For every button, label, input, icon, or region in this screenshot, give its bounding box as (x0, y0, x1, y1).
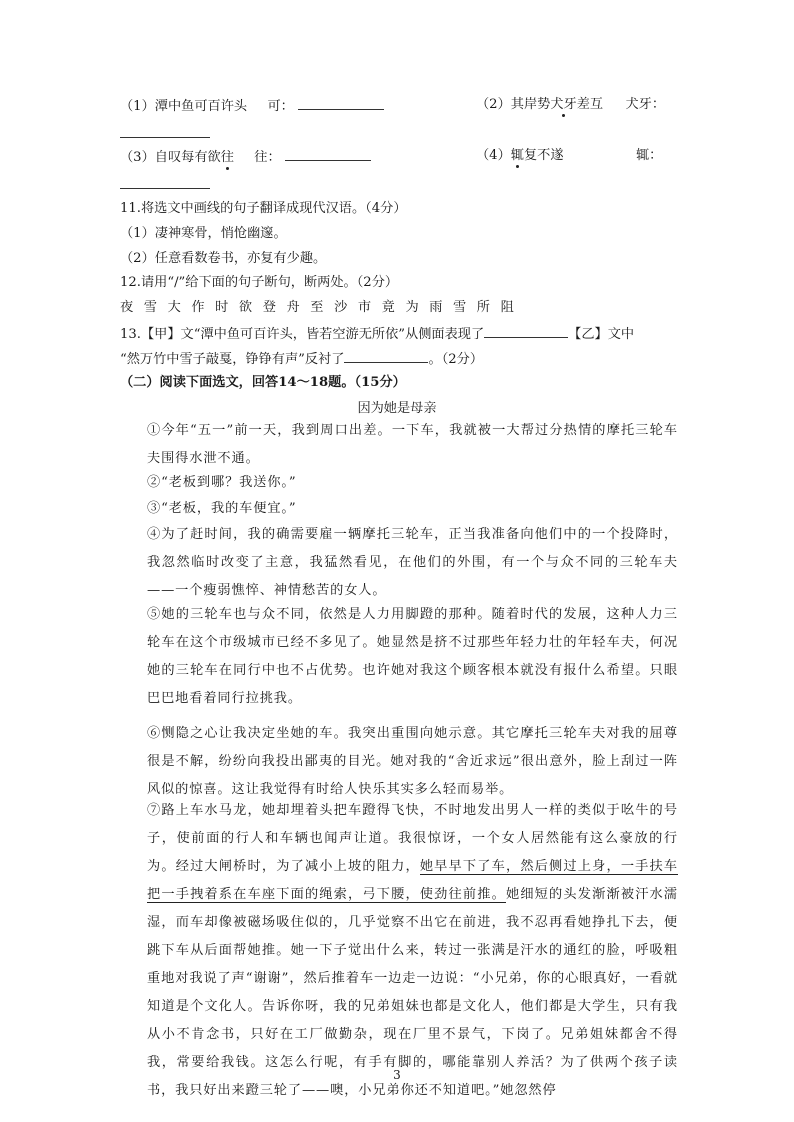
paragraph-2-text: ②“老板到哪？我送你。” (147, 475, 297, 490)
q10-item-1 (120, 95, 384, 117)
paragraph-1 (120, 417, 678, 473)
paragraph-7-part-a: ⑦路上车水马龙，她却埋着头把车蹬得飞快，不时地发出男人一样的类似于吆牛的号子，使前面的行人和车辆也闻声让道。我很惊讶，一个女人居然能有这么豪放的行为。经过大闸桥时，为了减小上坡的阻力， (147, 803, 678, 874)
answer-blank[interactable] (285, 146, 371, 161)
answer-blank-continued[interactable] (120, 188, 210, 189)
q13-line-1-text: 13.【甲】文“潭中鱼可百许头，皆若空游无所依”从侧面表现了 (120, 327, 485, 342)
paragraph-5 (120, 601, 678, 713)
q10-item-1-text: （1）潭中鱼可百许头 (120, 99, 248, 114)
q10-item-4-key: 辄： (636, 148, 663, 163)
q10-item-3-key: 往： (254, 150, 281, 165)
q13-line-2-tail: 。（2分） (428, 352, 484, 367)
q10-item-2-dotted-word: 犬牙 (550, 97, 577, 112)
q13-line-1-tail: 【乙】文中 (568, 327, 635, 342)
q10-item-2 (476, 95, 665, 115)
q10-item-4-pre: （4） (476, 148, 511, 163)
q12-sentence: 夜雪大作时欲登舟至沙市竟为雨雪所阻 (120, 300, 525, 315)
answer-blank[interactable] (298, 95, 384, 110)
answer-blank[interactable] (484, 323, 568, 338)
q10-item-2-pre: （2）其岸势 (476, 97, 551, 112)
q12-stem: 12.请用“/”给下面的句子断句，断两处。（2分） (120, 275, 399, 290)
q10-item-4-dotted-word: 辄 (510, 148, 524, 163)
paragraph-1-text: ①今年“五一”前一天，我到周口出差。一下车，我就被一大帮过分热情的摩托三轮车夫围得水泄不通。 (147, 423, 678, 466)
q10-item-2-post: 差互 (576, 97, 604, 112)
answer-blank-continued[interactable] (120, 137, 210, 138)
q10-item-3 (120, 146, 371, 168)
paragraph-7 (120, 797, 678, 1105)
paragraph-6-text: ⑥恻隐之心让我决定坐她的车。我突出重围向她示意。其它摩托三轮车夫对我的屈尊很是不解，纷纷向我投出鄙夷的目光。她对我的“舍近求远”很出意外，脸上刮过一阵风似的惊喜。这让我觉得有时给人快乐其实多么轻而易举。 (147, 726, 678, 797)
page-number: 3 (393, 1068, 401, 1082)
paragraph-2 (120, 469, 678, 497)
paragraph-3-text: ③“老板，我的车便宜。” (147, 501, 297, 516)
paragraph-6 (120, 720, 678, 804)
q10-item-3-dotted-word: 往 (220, 150, 234, 165)
q11-sentence-2: （2）任意看数卷书，亦复有少趣。 (120, 251, 327, 266)
paragraph-3 (120, 495, 678, 523)
q13-line-1 (120, 323, 688, 345)
answer-blank[interactable] (344, 348, 428, 363)
paragraph-7-part-b: 她细短的头发渐渐被汗水濡湿，而车却像被磁场吸住似的，几乎觉察不出它在前进，我不忍再看她挣扎下去，便跳下车从后面帮她推。她一下子觉出什么来，转过一张满是汗水的通红的脸，呼吸粗重地对我说了声“谢谢”，然后推着车一边走一边说：“小兄弟，你的心眼真好，一看就知道是个文化人。告诉你呀，我的兄弟姐妹也都是文化人，他们都是大学生，只有我从小不肯念书，只好在工厂做勤杂，现在厂里不景气，下岗了。兄弟姐妹都舍不得我，常要给我钱。这怎么行呢，有手有脚的，哪能靠别人养活？为了供两个孩子读书，我只好出来蹬三轮了——噢，小兄弟你还不知道吧。”她忽然停 (147, 887, 678, 1098)
q13-line-2 (120, 348, 688, 370)
paragraph-7-text (120, 797, 678, 1105)
q11-sentence-1: （1）凄神寒骨，悄怆幽邃。 (120, 226, 287, 241)
q10-item-1-key: 可： (267, 99, 294, 114)
q13-line-2-text: “然万竹中雪子敲戛，铮铮有声”反衬了 (120, 352, 345, 367)
section-heading: （二）阅读下面选文，回答14～18题。（15分） (120, 375, 406, 390)
paragraph-5-text: ⑤她的三轮车也与众不同，依然是人力用脚蹬的那种。随着时代的发展，这种人力三轮车在这个市级城市已经不多见了。她显然是挤不过那些年轻力壮的年轻车夫，何况她的三轮车在同行中也不占优势。也许她对我这个顾客根本就没有报什么希望。只眼巴巴地看着同行拉挑我。 (147, 607, 678, 706)
q10-item-4 (476, 146, 564, 166)
paragraph-4 (120, 521, 678, 605)
paragraph-4-text: ④为了赶时间，我的确需要雇一辆摩托三轮车，正当我准备向他们中的一个投降时，我忽然临时改变了主意，我猛然看见，在他们的外围，有一个与众不同的三轮车夫——一个瘦弱憔悴、神情愁苦的女人。 (147, 527, 678, 598)
q10-item-4-post: 复不遂 (523, 148, 564, 163)
q10-item-3-pre: （3）自叹每有欲 (120, 150, 221, 165)
underlined-sentence: 她早早下了车，然后侧过上身，一手扶车把一手拽着系在车座下面的绳索，弓下腰，使劲往前推。 (147, 859, 678, 902)
passage-title: 因为她是母亲 (357, 401, 437, 416)
q11-stem: 11.将选文中画线的句子翻译成现代汉语。（4分） (120, 201, 407, 216)
q10-item-2-key: 犬牙： (625, 97, 666, 112)
